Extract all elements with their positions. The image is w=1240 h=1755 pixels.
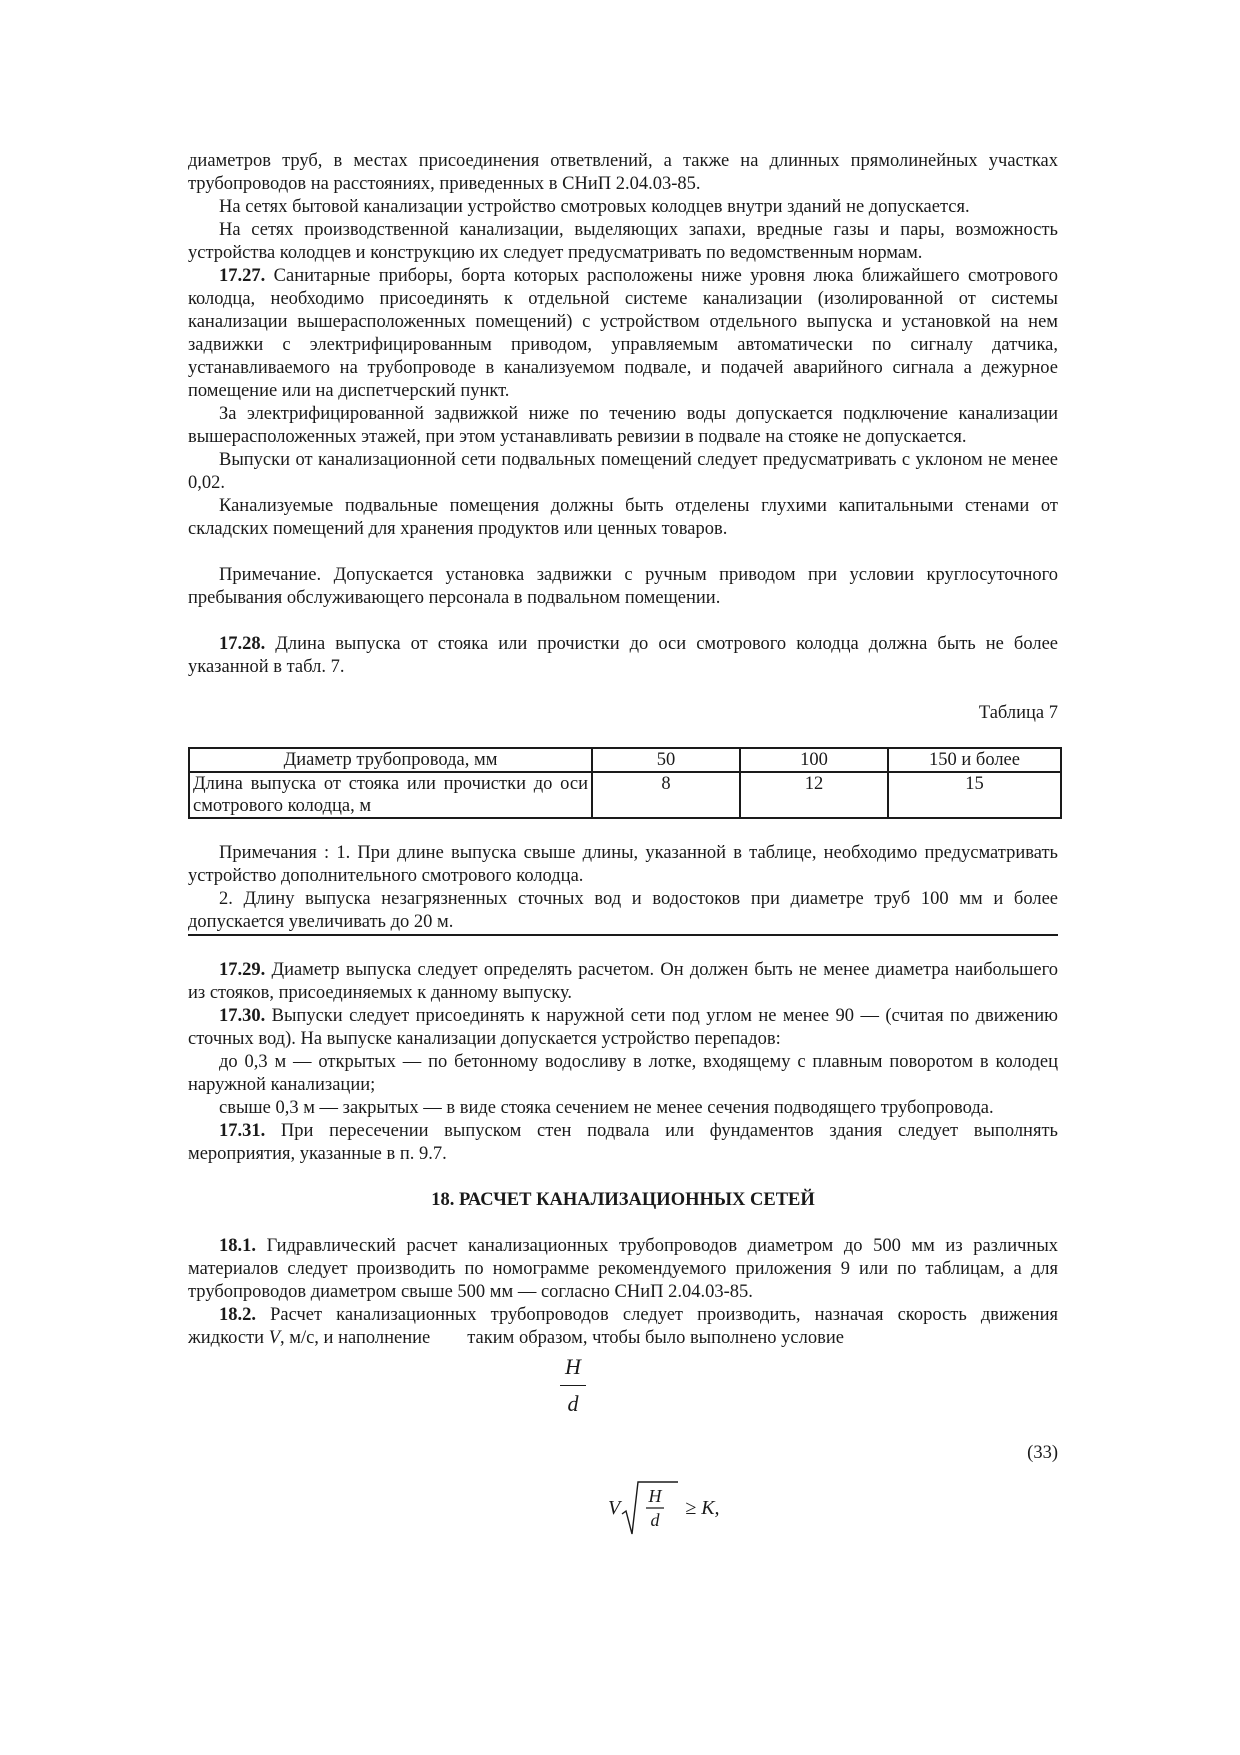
clause-number: 17.31. — [219, 1121, 266, 1141]
spacer — [188, 541, 1058, 564]
clause-text: , м/с, и наполнение таким образом, чтобы было выполнено условие — [280, 1328, 844, 1348]
fill-fraction — [188, 1350, 1058, 1428]
formula-block — [188, 1428, 1058, 1548]
clause-number: 17.27. — [219, 266, 266, 286]
clause-text: Диаметр выпуска следует определять расчетом. Он должен быть не менее диаметра наибольшего из стояков, присоединяемых к данному выпуску. — [188, 960, 1058, 1003]
formula-numerator: H — [648, 1486, 662, 1506]
spacer — [188, 610, 1058, 633]
equation-number: (33) — [1027, 1443, 1058, 1463]
table-cell: 15 — [888, 772, 1061, 818]
fraction-bar — [560, 1385, 586, 1386]
section-title: 18. РАСЧЕТ КАНАЛИЗАЦИОННЫХ СЕТЕЙ — [431, 1190, 815, 1210]
table-cell: 150 и более — [888, 748, 1061, 772]
table-header-row — [189, 748, 1061, 772]
paragraph-17-28 — [188, 633, 1058, 679]
spacer — [188, 1166, 1058, 1189]
table-cell: 8 — [592, 772, 740, 818]
sqrt-icon — [620, 1478, 680, 1538]
formula-v: V — [608, 1496, 621, 1519]
clause-text: Выпуски следует присоединять к наружной сети под углом не менее 90 — (считая по движению сточных вод). На выпуске канализации допускается устройство перепадов: — [188, 1006, 1058, 1049]
paragraph: На сетях производственной канализации, выделяющих запахи, вредные газы и пары, возможность устройства колодцев и конструкцию их следует предусматривать по ведомственным нормам. — [188, 220, 1058, 263]
paragraph: Канализуемые подвальные помещения должны быть отделены глухими капитальными стенами от складских помещений для хранения продуктов или ценных товаров. — [188, 496, 1058, 539]
clause-text: Расчет канализационных трубопроводов следует производить, назначая скорость движения жидкости — [188, 1305, 1058, 1348]
formula-33 — [608, 1478, 720, 1538]
paragraph-18-1 — [188, 1235, 1058, 1304]
clause-text: При пересечении выпуском стен подвала или фундаментов здания следует выполнять мероприятия, указанные в п. 9.7. — [188, 1121, 1058, 1164]
table-cell: Длина выпуска от стояка или прочистки до оси смотрового колодца, м — [189, 772, 592, 818]
table-cell: 12 — [740, 772, 888, 818]
clause-number: 18.1. — [219, 1236, 256, 1256]
paragraph: Выпуски от канализационной сети подвальных помещений следует предусматривать с уклоном не менее 0,02. — [188, 450, 1058, 493]
spacer — [188, 936, 1058, 959]
table-cell: 50 — [592, 748, 740, 772]
paragraph: За электрифицированной задвижкой ниже по течению воды допускается подключение канализации вышерасположенных этажей, при этом устанавливать ревизии в подвале на стояке не допускается. — [188, 404, 1058, 447]
fraction-denominator: d — [567, 1391, 579, 1416]
paragraph: На сетях бытовой канализации устройство смотровых колодцев внутри зданий не допускается. — [219, 197, 970, 217]
note: Примечание. Допускается установка задвижки с ручным приводом при условии круглосуточного пребывания обслуживающего персонала в подвальном помещении. — [188, 565, 1058, 608]
document-page — [188, 150, 1058, 1548]
formula-denominator: d — [650, 1510, 660, 1530]
paragraph: свыше 0,3 м — закрытых — в виде стояка сечением не менее сечения подводящего трубопровода. — [219, 1098, 994, 1118]
paragraph-18-2 — [188, 1304, 1058, 1350]
clause-text: Гидравлический расчет канализационных трубопроводов диаметром до 500 мм из различных материалов следует производить по номограмме рекомендуемого приложения 9 или по таблицам, а для трубопроводов диаметром свыше 500 мм — согласно СНиП 2.04.03-85. — [188, 1236, 1058, 1302]
fraction-h-over-d — [558, 1352, 588, 1419]
paragraph-17-29 — [188, 959, 1058, 1005]
formula-rhs: ≥ K, — [680, 1496, 720, 1519]
table-row — [189, 772, 1061, 818]
table-7 — [188, 747, 1062, 819]
spacer — [188, 679, 1058, 702]
paragraph: до 0,3 м — открытых — по бетонному водосливу в лотке, входящему с плавным поворотом в колодец наружной канализации; — [188, 1052, 1058, 1095]
spacer — [188, 1212, 1058, 1235]
clause-number: 18.2. — [219, 1305, 256, 1325]
paragraph-17-31 — [188, 1120, 1058, 1166]
paragraph-17-30 — [188, 1005, 1058, 1051]
fraction-numerator: H — [565, 1354, 581, 1379]
paragraph: диаметров труб, в местах присоединения ответвлений, а также на длинных прямолинейных участках трубопроводов на расстояниях, приведенных в СНиП 2.04.03-85. — [188, 151, 1058, 194]
table-caption: Таблица 7 — [978, 703, 1058, 723]
table-note: Примечания : 1. При длине выпуска свыше длины, указанной в таблице, необходимо предусматривать устройство дополнительного смотрового колодца. — [188, 843, 1058, 886]
velocity-symbol: V — [268, 1328, 280, 1348]
clause-number: 17.30. — [219, 1006, 266, 1026]
paragraph-17-27 — [188, 265, 1058, 403]
clause-number: 17.28. — [219, 634, 266, 654]
clause-text: Санитарные приборы, борта которых расположены ниже уровня люка ближайшего смотрового колодца, необходимо присоединять к отдельной системе канализации (изолированной от системы канализации вышерасположенных помещений) с устройством отдельного выпуска и установкой на нем задвижки с электрифицированным приводом, управляемым автоматически по сигналу датчика, устанавливаемого на трубопроводе в канализуемом подвале, и подачей аварийного сигнала а дежурное помещение или на диспетчерский пункт. — [188, 266, 1058, 401]
table-cell: 100 — [740, 748, 888, 772]
clause-number: 17.29. — [219, 960, 266, 980]
table-cell: Диаметр трубопровода, мм — [189, 748, 592, 772]
table-note: 2. Длину выпуска незагрязненных сточных вод и водостоков при диаметре труб 100 мм и более допускается увеличивать до 20 м. — [188, 888, 1058, 936]
spacer — [188, 819, 1058, 842]
clause-text: Длина выпуска от стояка или прочистки до оси смотрового колодца должна быть не более указанной в табл. 7. — [188, 634, 1058, 677]
